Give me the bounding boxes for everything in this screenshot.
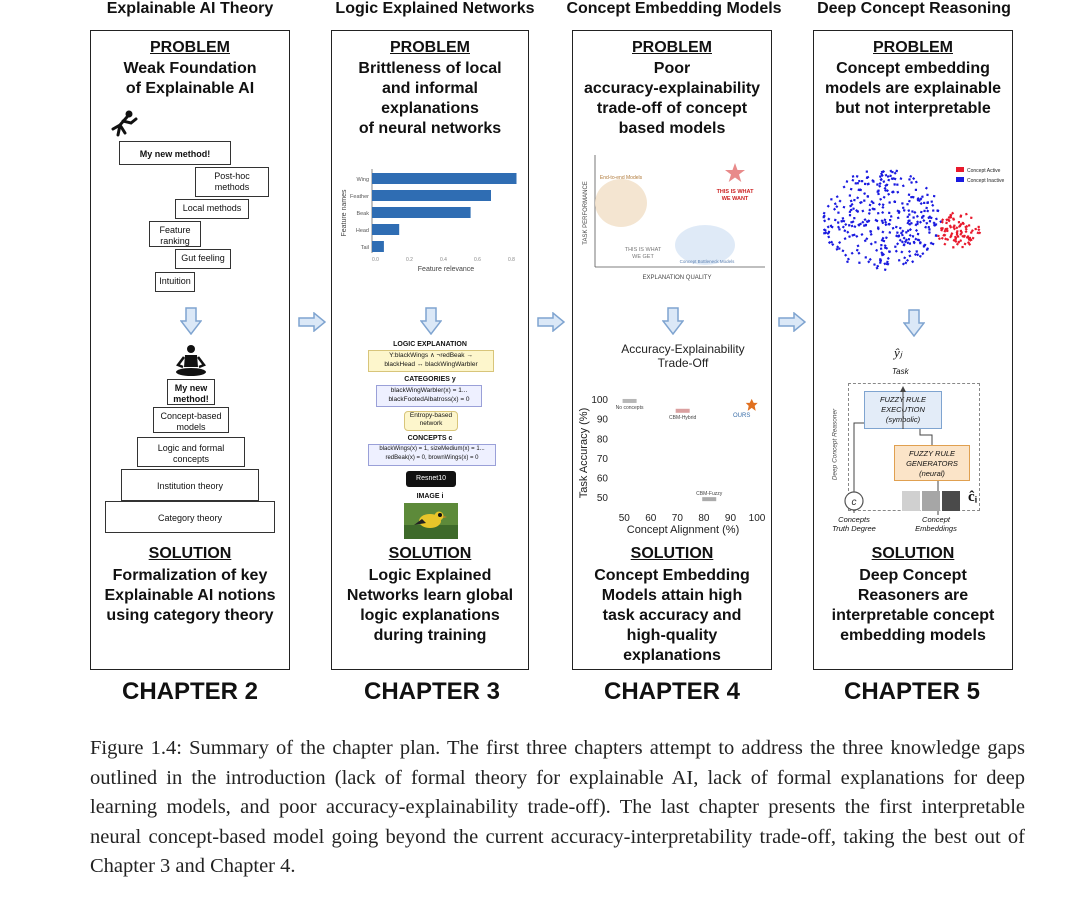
concept-line: redBeak(x) = 0, brownWings(x) = 0 [385,455,479,461]
chart-point [702,497,716,501]
stair-my-new-method: My new method! [119,141,231,165]
pyramid-institution: Institution theory [121,469,259,501]
legend-inactive: Concept Inactive [967,178,1005,184]
feature-bar-label: Tail [360,245,369,251]
logic-line: Y:blackWings ∧ ¬redBeak → [389,352,473,359]
chart-point [623,399,637,403]
y-tick-label: 60 [596,473,608,485]
y-tick-label: 80 [596,434,608,446]
feature-bar-label: Beak [356,211,369,217]
bar-ylabel: Feature names [341,189,348,237]
y-hat-label: ŷⱼ [894,345,903,360]
x-tick-label: 80 [698,513,710,524]
get-text: THIS IS WHAT WE GET [624,247,662,260]
problem-label: PROBLEM [873,39,953,56]
bar-xlabel: Feature relevance [417,266,475,273]
down-arrow-icon [903,309,925,337]
feature-bar-label: Wing [356,177,369,183]
category-line: blackWingWarbler(x) = 1... [390,387,468,394]
figure-caption: Figure 1.4: Summary of the chapter plan. The first three chapters attempt to address the three knowledge gaps outlined in the introduction (lack of formal theory for explainable AI, lack of formal explanations for deep learning models, and poor accuracy-explainability trade-off). The last chapter presents the first interpretable neural concept-based model going beyond the current accuracy-interpretability trade-off, taking the best out of Chapter 3 and Chapter 4. [90,737,1025,877]
stair-intuition: Intuition [155,272,195,292]
stair-local-methods: Local methods [175,199,249,219]
chapter-3-label: CHAPTER 3 [363,678,501,705]
problem-label: PROBLEM [150,39,230,56]
solution-text: Concept Embedding Models attain high task accuracy and high-quality explanations [594,567,750,664]
fuzzy-exec-box: FUZZY RULE EXECUTION (symbolic) [864,391,942,429]
feature-bar [372,224,399,235]
entropy-network-box: Entropy-based network [404,411,458,431]
task-label: Task [892,367,909,376]
legend-active: Concept Active [967,168,1001,174]
concept-line: blackWings(x) = 1, sizeMedium(x) = 1... [379,446,485,452]
blob-cbm: Concept Bottleneck Models [679,259,735,264]
svg-text:0.4: 0.4 [440,257,447,263]
image-title: IMAGE i [416,493,444,500]
concept-embeddings-label: Concept Embeddings [915,515,957,533]
accuracy-alignment-chart [575,337,769,537]
svg-text:0.8: 0.8 [508,257,515,263]
chart-point-label: CBM-Fuzzy [696,491,723,498]
meditating-person-icon [173,343,209,379]
svg-text:0.6: 0.6 [474,257,481,263]
feature-bar [372,241,384,252]
concepts-box [368,444,496,466]
concepts-title: CONCEPTS c [407,435,453,442]
down-arrow-icon [180,307,202,335]
y-tick-label: 70 [596,453,608,465]
feature-bar [372,207,471,218]
feature-bar [372,190,491,201]
feature-relevance-bar-chart [336,165,526,277]
svg-text:c: c [851,497,857,508]
chapter-2-label: CHAPTER 2 [121,678,259,705]
chart-point [746,399,758,411]
svg-text:0.2: 0.2 [406,257,413,263]
panel-chapter-3 [331,30,529,670]
chart-point [676,409,690,413]
chapter-4-label: CHAPTER 4 [603,678,741,705]
chart-ylabel: Task Accuracy (%) [578,407,590,499]
panel-chapter-4 [572,30,772,670]
concept-embeddings-icon [900,489,970,513]
chapter-5-label: CHAPTER 5 [843,678,981,705]
x-tick-label: 60 [645,513,657,524]
chart-xlabel: Concept Alignment (%) [626,524,740,536]
resnet-box: Resnet10 [406,471,456,487]
concept-truth-icon [842,489,866,513]
categories-box [376,385,482,407]
problem-text: Concept embedding models are explainable but not interpretable [824,60,1002,117]
solution-label: SOLUTION [630,545,714,562]
y-tick-label: 100 [591,395,608,406]
bird-image [404,503,458,539]
pyramid-my-new-method: My new method! [167,379,215,405]
falling-person-icon [105,109,139,139]
problem-label: PROBLEM [390,39,470,56]
categories-title: CATEGORIES y [404,376,456,383]
feature-bar-label: Feather [350,194,369,200]
dcr-side-label: Deep Concept Reasoner [831,408,839,481]
sketch-xlabel: EXPLANATION QUALITY [642,275,712,281]
solution-text: Logic Explained Networks learn global logic explanations during training [346,567,514,644]
column-title-ch4: Concept Embedding Models [566,0,782,17]
panel-chapter-2 [90,30,290,670]
stair-feature-ranking: Feature ranking [149,221,201,247]
chart-point-label: OURS [733,412,751,419]
down-arrow-icon [662,307,684,335]
pyramid-category: Category theory [105,501,275,533]
column-title-ch2: Explainable AI Theory [106,0,274,17]
fuzzy-gen-box: FUZZY RULE GENERATORS (neural) [894,445,970,481]
x-tick-label: 90 [724,513,737,524]
column-title-ch3: Logic Explained Networks [335,0,535,17]
logic-explanation-box [368,350,494,372]
solution-text: Deep Concept Reasoners are interpretable concept embedding models [831,567,995,644]
pyramid-logic-formal: Logic and formal concepts [137,437,245,467]
column-title-ch5: Deep Concept Reasoning [817,0,1011,17]
panel-chapter-5 [813,30,1013,670]
pyramid-concept-based: Concept-based models [153,407,229,433]
sketch-ylabel: TASK PERFORMANCE [583,181,589,245]
solution-label: SOLUTION [388,545,472,562]
x-tick-label: 70 [671,513,683,524]
stair-post-hoc: Post-hoc methods [195,167,269,197]
solution-label: SOLUTION [871,545,955,562]
blob-end-to-end: End-to-end Models [599,175,643,181]
chart-point-label: CBM-Hybrid [669,414,697,421]
x-tick-label: 100 [748,513,766,524]
chart-title: Accuracy-Explainability Trade-Off [621,342,745,370]
feature-bar [372,173,517,184]
x-tick-label: 50 [618,513,630,524]
right-arrow-icon [537,312,565,332]
chart-point-label: No concepts [615,404,644,411]
logic-explanation-title: LOGIC EXPLANATION [393,341,467,348]
right-arrow-icon [778,312,806,332]
solution-text: Formalization of key Explainable AI notions using category theory [104,567,276,624]
category-line: blackFootedAlbatross(x) = 0 [388,396,470,403]
stair-gut-feeling: Gut feeling [175,249,231,269]
want-text: THIS IS WHAT WE WANT [716,189,754,202]
down-arrow-icon [420,307,442,335]
problem-text: Brittleness of local and informal explanations of neural networks [358,60,502,137]
y-tick-label: 50 [596,493,608,505]
problem-text: Weak Foundation of Explainable AI [123,60,257,97]
y-tick-label: 90 [596,414,608,426]
solution-label: SOLUTION [148,545,232,562]
right-arrow-icon [298,312,326,332]
concepts-truth-label: Concepts Truth Degree [832,515,876,533]
trade-off-sketch [577,151,769,285]
logic-line: blackHead ↔ blackWingWarbler [384,361,478,368]
svg-text:0.0: 0.0 [372,257,379,263]
problem-text: Poor accuracy-explainability trade-off of concept based models [583,60,761,137]
problem-label: PROBLEM [632,39,712,56]
c-hat-label: ĉᵢ [968,489,978,505]
concept-embedding-scatter [818,155,1010,285]
feature-bar-label: Head [355,228,369,234]
